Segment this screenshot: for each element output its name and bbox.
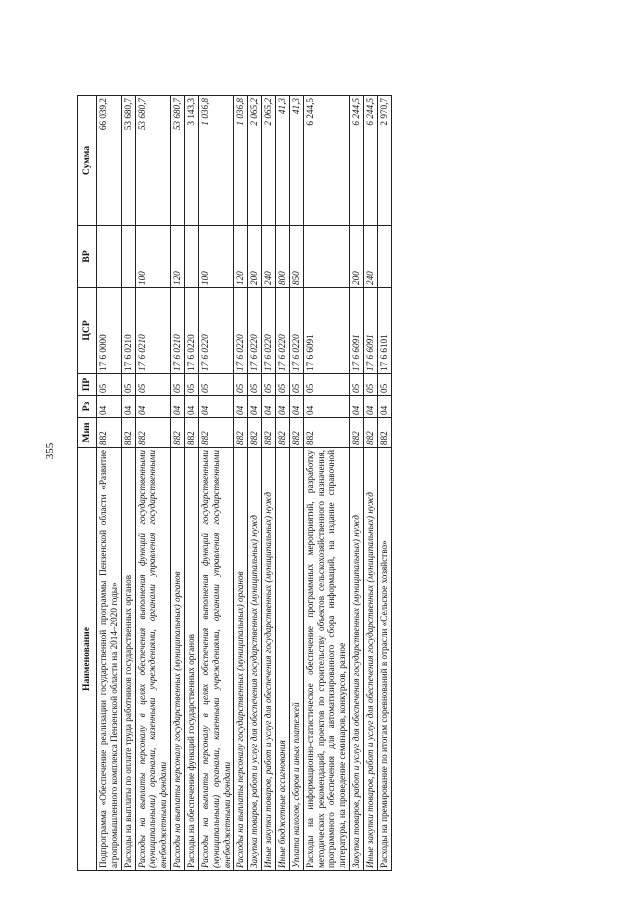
cell-name: Расходы на выплаты персоналу в целях обеспечения выполнения функций государственными (муниципальными) органами, казенными учреждениями, органами управления государственными внебюджетными фондами bbox=[198, 448, 234, 871]
cell-csr: 17 6 6091 bbox=[364, 288, 378, 374]
table-row bbox=[121, 96, 135, 871]
cell-vr bbox=[97, 226, 122, 288]
cell-csr: 17 6 0220 bbox=[262, 288, 276, 374]
cell-pr: 05 bbox=[121, 374, 135, 396]
cell-rz: 04 bbox=[276, 396, 290, 418]
cell-rz: 04 bbox=[289, 396, 303, 418]
cell-name: Расходы на премирование по итогам соревнований в отрасли «Сельское хозяйство» bbox=[377, 448, 391, 871]
table-row bbox=[97, 96, 122, 871]
cell-vr bbox=[121, 226, 135, 288]
cell-rz: 04 bbox=[198, 396, 234, 418]
cell-rz: 04 bbox=[377, 396, 391, 418]
table-row bbox=[350, 96, 364, 871]
cell-vr bbox=[303, 226, 349, 288]
cell-name: Уплата налогов, сборов и иных платежей bbox=[289, 448, 303, 871]
table-row bbox=[198, 96, 234, 871]
cell-name: Расходы на информационно-статистическое обеспечение программных мероприятий, разработку методических рекомендаций, проектов по строительству объектов сельскохозяйственного назначения, программного обеспечения для автоматизированного сбора информаций, на издание справочной литературы, на проведение семинаров, конкурсов, разное bbox=[303, 448, 349, 871]
cell-name: Закупка товаров, работ и услуг для обеспечения государственных (муниципальных) нужд bbox=[350, 448, 364, 871]
cell-rz: 04 bbox=[234, 396, 248, 418]
cell-csr: 17 6 0220 bbox=[289, 288, 303, 374]
header-pr: ПР bbox=[78, 374, 97, 396]
cell-vr: 240 bbox=[364, 226, 378, 288]
table-row bbox=[248, 96, 262, 871]
cell-rz: 04 bbox=[350, 396, 364, 418]
table-body bbox=[97, 96, 392, 871]
cell-sum: 41,3 bbox=[276, 96, 290, 226]
cell-pr: 05 bbox=[276, 374, 290, 396]
cell-csr: 17 6 0220 bbox=[248, 288, 262, 374]
cell-rz: 04 bbox=[97, 396, 122, 418]
cell-csr: 17 6 0210 bbox=[121, 288, 135, 374]
cell-sum: 3 143,3 bbox=[185, 96, 199, 226]
cell-min: 882 bbox=[135, 418, 171, 448]
cell-csr: 17 6 6101 bbox=[377, 288, 391, 374]
cell-name: Расходы на выплаты персоналу государственных (муниципальных) органов bbox=[171, 448, 185, 871]
cell-csr: 17 6 0220 bbox=[276, 288, 290, 374]
cell-pr: 05 bbox=[97, 374, 122, 396]
cell-rz: 04 bbox=[303, 396, 349, 418]
cell-min: 882 bbox=[350, 418, 364, 448]
cell-pr: 05 bbox=[303, 374, 349, 396]
cell-vr: 100 bbox=[135, 226, 171, 288]
header-rz: Рз bbox=[78, 396, 97, 418]
cell-pr: 05 bbox=[135, 374, 171, 396]
table-row bbox=[185, 96, 199, 871]
cell-sum: 66 039,2 bbox=[97, 96, 122, 226]
cell-rz: 04 bbox=[248, 396, 262, 418]
cell-pr: 05 bbox=[171, 374, 185, 396]
cell-rz: 04 bbox=[135, 396, 171, 418]
cell-name: Иные закупки товаров, работ и услуг для обеспечения государственных (муниципальных) нужд bbox=[364, 448, 378, 871]
cell-vr: 200 bbox=[350, 226, 364, 288]
page-number: 355 bbox=[44, 442, 56, 460]
cell-min: 882 bbox=[185, 418, 199, 448]
cell-sum: 2 065,2 bbox=[248, 96, 262, 226]
cell-pr: 05 bbox=[248, 374, 262, 396]
cell-min: 882 bbox=[377, 418, 391, 448]
cell-vr: 120 bbox=[171, 226, 185, 288]
table-row bbox=[262, 96, 276, 871]
cell-csr: 17 6 6091 bbox=[303, 288, 349, 374]
table-row bbox=[303, 96, 349, 871]
cell-name: Иные закупки товаров, работ и услуг для обеспечения государственных (муниципальных) нужд bbox=[262, 448, 276, 871]
cell-rz: 04 bbox=[364, 396, 378, 418]
cell-sum: 6 244,5 bbox=[303, 96, 349, 226]
cell-csr: 17 6 0210 bbox=[135, 288, 171, 374]
cell-csr: 17 6 0220 bbox=[198, 288, 234, 374]
cell-vr bbox=[185, 226, 199, 288]
cell-min: 882 bbox=[303, 418, 349, 448]
cell-vr: 120 bbox=[234, 226, 248, 288]
table-row bbox=[289, 96, 303, 871]
cell-min: 882 bbox=[276, 418, 290, 448]
cell-min: 882 bbox=[364, 418, 378, 448]
cell-pr: 05 bbox=[364, 374, 378, 396]
cell-min: 882 bbox=[121, 418, 135, 448]
cell-sum: 1 036,8 bbox=[198, 96, 234, 226]
cell-min: 882 bbox=[234, 418, 248, 448]
cell-min: 882 bbox=[198, 418, 234, 448]
cell-csr: 17 6 6091 bbox=[350, 288, 364, 374]
header-name: Наименование bbox=[78, 448, 97, 871]
cell-sum: 41,3 bbox=[289, 96, 303, 226]
cell-rz: 04 bbox=[262, 396, 276, 418]
table-header-row bbox=[78, 96, 97, 871]
cell-pr: 05 bbox=[350, 374, 364, 396]
cell-min: 882 bbox=[289, 418, 303, 448]
cell-csr: 17 6 0220 bbox=[234, 288, 248, 374]
cell-sum: 53 680,7 bbox=[171, 96, 185, 226]
header-csr: ЦСР bbox=[78, 288, 97, 374]
table-row bbox=[276, 96, 290, 871]
cell-name: Подпрограмма «Обеспечение реализации государственной программы Пензенской области «Развитие агропромышленного комплекса Пензенской области на 2014–2020 годы» bbox=[97, 448, 122, 871]
header-vr: ВР bbox=[78, 226, 97, 288]
cell-vr: 100 bbox=[198, 226, 234, 288]
cell-csr: 17 6 0220 bbox=[185, 288, 199, 374]
cell-csr: 17 6 0210 bbox=[171, 288, 185, 374]
cell-rz: 04 bbox=[185, 396, 199, 418]
table-row bbox=[234, 96, 248, 871]
cell-sum: 2 970,7 bbox=[377, 96, 391, 226]
cell-min: 882 bbox=[248, 418, 262, 448]
cell-name: Иные бюджетные ассигнования bbox=[276, 448, 290, 871]
header-min: Мин bbox=[78, 418, 97, 448]
cell-csr: 17 6 0000 bbox=[97, 288, 122, 374]
cell-sum: 2 065,2 bbox=[262, 96, 276, 226]
cell-vr: 200 bbox=[248, 226, 262, 288]
cell-min: 882 bbox=[171, 418, 185, 448]
cell-pr: 05 bbox=[289, 374, 303, 396]
cell-sum: 53 680,7 bbox=[135, 96, 171, 226]
cell-rz: 04 bbox=[171, 396, 185, 418]
cell-name: Расходы на выплаты персоналу государственных (муниципальных) органов bbox=[234, 448, 248, 871]
cell-name: Расходы на выплаты по оплате труда работников государственных органов bbox=[121, 448, 135, 871]
header-sum: Сумма bbox=[78, 96, 97, 226]
cell-pr: 05 bbox=[377, 374, 391, 396]
cell-sum: 1 036,8 bbox=[234, 96, 248, 226]
table-row bbox=[171, 96, 185, 871]
cell-pr: 05 bbox=[262, 374, 276, 396]
cell-vr: 800 bbox=[276, 226, 290, 288]
cell-min: 882 bbox=[97, 418, 122, 448]
cell-sum: 6 244,5 bbox=[364, 96, 378, 226]
cell-name: Расходы на обеспечение функций государственных органов bbox=[185, 448, 199, 871]
table-container bbox=[77, 96, 532, 871]
table-row bbox=[377, 96, 391, 871]
cell-name: Расходы на выплаты персоналу в целях обеспечения выполнения функций государственными (муниципальными) органами, казенными учреждениями, органами управления государственными внебюджетными фондами bbox=[135, 448, 171, 871]
cell-vr: 240 bbox=[262, 226, 276, 288]
cell-vr bbox=[377, 226, 391, 288]
cell-rz: 04 bbox=[121, 396, 135, 418]
cell-sum: 53 680,7 bbox=[121, 96, 135, 226]
table-row bbox=[135, 96, 171, 871]
cell-pr: 05 bbox=[185, 374, 199, 396]
cell-name: Закупка товаров, работ и услуг для обеспечения государственных (муниципальных) нужд bbox=[248, 448, 262, 871]
cell-pr: 05 bbox=[234, 374, 248, 396]
cell-vr: 850 bbox=[289, 226, 303, 288]
budget-table bbox=[77, 95, 392, 871]
cell-sum: 6 244,5 bbox=[350, 96, 364, 226]
cell-pr: 05 bbox=[198, 374, 234, 396]
cell-min: 882 bbox=[262, 418, 276, 448]
table-row bbox=[364, 96, 378, 871]
